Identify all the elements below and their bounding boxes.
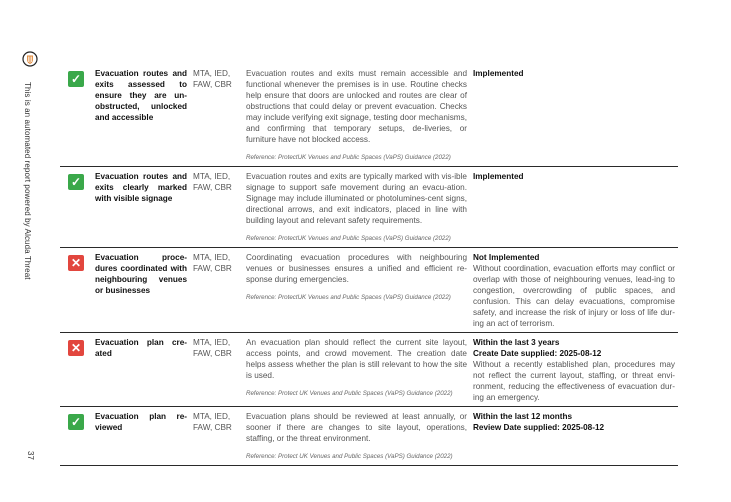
page-number: 37 bbox=[26, 451, 35, 460]
assessment-date: Create Date supplied: 2025-08-12 bbox=[473, 349, 602, 358]
assessment-explanation: Without a recently established plan, procedures may not reflect the current layout, staffing, or threat envi-ronment, reducing the effectiveness of evacuation dur-ing an emergency. bbox=[473, 360, 675, 402]
description-text: Evacuation routes and exits must remain accessible and functional whenever the premises is in use. Routine checks help ensure that doors are unlocked and routes are clear of obstructions that could delay or prevent evacuation. Checks may include verifying exit signage, testing door mechanisms, and confirming that temporary setups, de-liveries, or furniture have not blocked access. bbox=[246, 69, 467, 144]
reference-text: Reference: ProtectUK Venues and Public Spaces (VaPS) Guidance (2022) bbox=[246, 235, 451, 242]
status-cell bbox=[60, 407, 92, 466]
assessment-cell bbox=[470, 407, 678, 466]
threat-types: MTA, IED, FAW, CBR bbox=[190, 167, 243, 248]
status-cell bbox=[60, 248, 92, 333]
status-cell bbox=[60, 167, 92, 248]
check-icon: ✓ bbox=[68, 414, 84, 430]
status-cell bbox=[60, 64, 92, 167]
assessment-status: Implemented bbox=[473, 69, 524, 78]
measure-description bbox=[243, 407, 470, 466]
table-row bbox=[60, 248, 678, 333]
assessment-status: Not Implemented bbox=[473, 253, 540, 262]
assessment-date: Review Date supplied: 2025-08-12 bbox=[473, 423, 605, 432]
cross-icon: ✕ bbox=[68, 340, 84, 356]
threat-types: MTA, IED, FAW, CBR bbox=[190, 64, 243, 167]
table-row bbox=[60, 167, 678, 248]
measure-name: Evacuation routes and exits assessed to ensure they are un-obstructed, unlocked and accessible bbox=[92, 64, 190, 167]
assessment-cell bbox=[470, 64, 678, 167]
reference-text: Reference: Protect UK Venues and Public Spaces (VaPS) Guidance (2022) bbox=[246, 453, 453, 460]
reference-text: Reference: ProtectUK Venues and Public Spaces (VaPS) Guidance (2022) bbox=[246, 154, 451, 161]
assessment-status: Within the last 3 years bbox=[473, 338, 560, 347]
measure-name: Evacuation proce-dures coordinated with neighbouring venues or businesses bbox=[92, 248, 190, 333]
measure-name: Evacuation plan cre-ated bbox=[92, 333, 190, 407]
measure-description bbox=[243, 64, 470, 167]
assessment-status: Within the last 12 months bbox=[473, 412, 573, 421]
assessment-cell bbox=[470, 167, 678, 248]
sidebar bbox=[0, 0, 52, 502]
description-text: Evacuation routes and exits are typically marked with vis-ible signage to support safe movement during an evacu-ation. Signage may include illuminated or photolumines-cent signs, directional arrows, and exit indicators, placed in line with building layout and relevant safety requirements. bbox=[246, 172, 467, 225]
assessment-cell bbox=[470, 248, 678, 333]
threat-types: MTA, IED, FAW, CBR bbox=[190, 407, 243, 466]
measure-name: Evacuation plan re-viewed bbox=[92, 407, 190, 466]
table-row bbox=[60, 333, 678, 407]
description-text: Evacuation plans should be reviewed at least annually, or sooner if there are changes to site layout, operations, staffing, or the threat environment. bbox=[246, 412, 467, 443]
table-row bbox=[60, 407, 678, 466]
measures-table bbox=[60, 64, 678, 466]
measure-name: Evacuation routes and exits clearly marked with visible signage bbox=[92, 167, 190, 248]
measure-description bbox=[243, 167, 470, 248]
description-text: Coordinating evacuation procedures with neighbouring venues or businesses ensures a unified and efficient re-sponse during emergencies. bbox=[246, 253, 467, 284]
check-icon: ✓ bbox=[68, 174, 84, 190]
description-text: An evacuation plan should reflect the current site layout, access points, and crowd movement. The creation date helps assess whether the plan is still relevant to how the site is used. bbox=[246, 338, 467, 380]
reference-text: Reference: Protect UK Venues and Public Spaces (VaPS) Guidance (2022) bbox=[246, 390, 453, 397]
assessment-cell bbox=[470, 333, 678, 407]
measure-description bbox=[243, 248, 470, 333]
measure-description bbox=[243, 333, 470, 407]
threat-types: MTA, IED, FAW, CBR bbox=[190, 333, 243, 407]
assessment-status: Implemented bbox=[473, 172, 524, 181]
assessment-explanation: Without coordination, evacuation efforts may conflict or overlap with those of neighbouring venues, lead-ing to congestion, overcrowding of public spaces, and confusion. This can delay evacuations, compromise safety, and increase the risk of injury or loss of life dur-ing an act of terrorism. bbox=[473, 264, 675, 328]
check-icon: ✓ bbox=[68, 71, 84, 87]
status-cell bbox=[60, 333, 92, 407]
threat-types: MTA, IED, FAW, CBR bbox=[190, 248, 243, 333]
reference-text: Reference: ProtectUK Venues and Public Spaces (VaPS) Guidance (2022) bbox=[246, 294, 451, 301]
report-attribution: This is an automated report powered by Alcuda Threat bbox=[23, 82, 32, 280]
table-row bbox=[60, 64, 678, 167]
cross-icon: ✕ bbox=[68, 255, 84, 271]
shield-logo-icon bbox=[22, 51, 38, 67]
